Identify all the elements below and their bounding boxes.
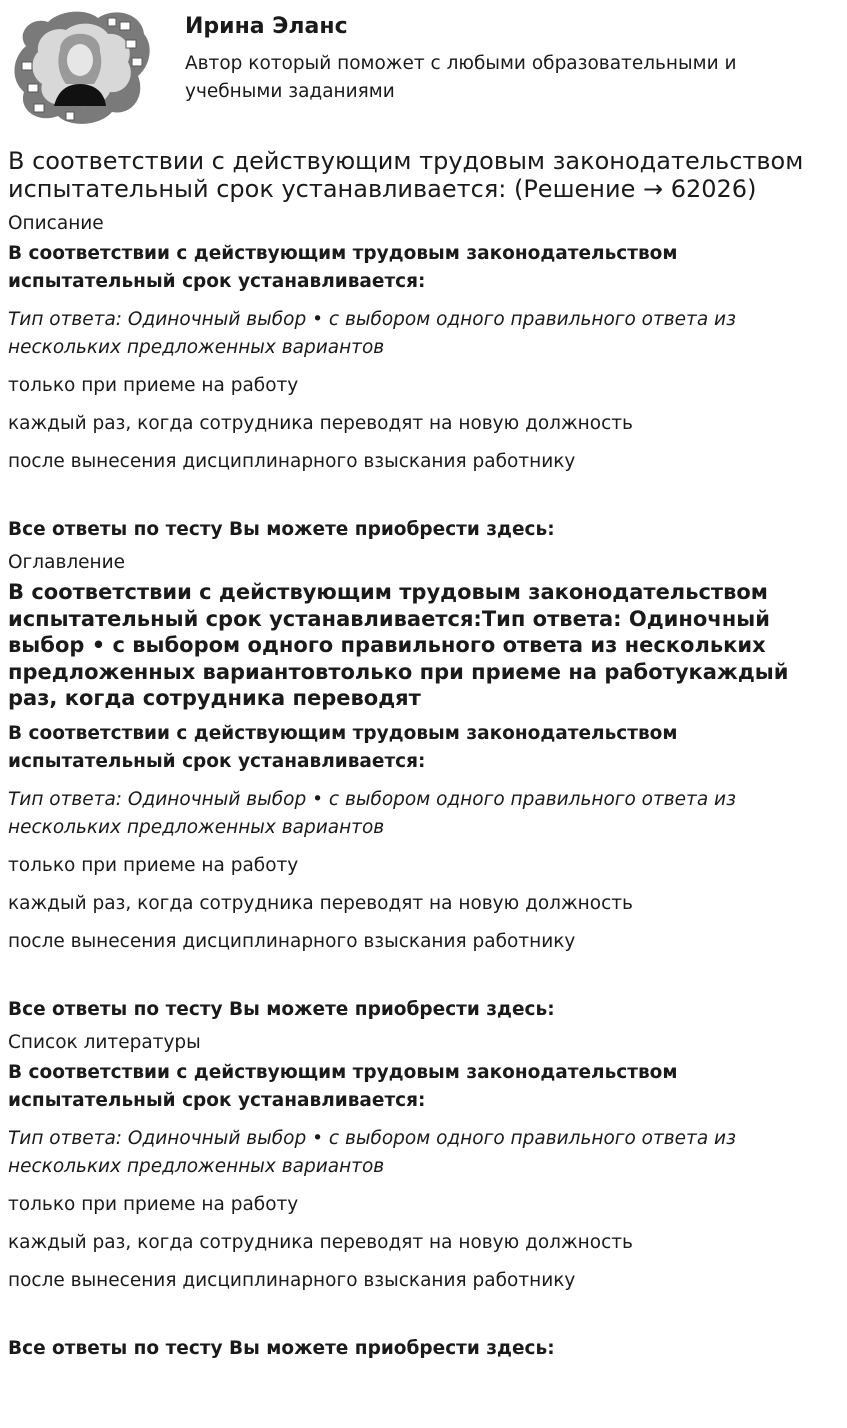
- buy-answers-text: Все ответы по тесту Вы можете приобрести здесь:: [8, 998, 555, 1020]
- answer-option: только при приеме на работу: [8, 375, 299, 396]
- answer-option: каждый раз, когда сотрудника переводят на новую должность: [8, 892, 633, 914]
- answer-option: только при приеме на работу: [8, 854, 299, 876]
- answer-option: каждый раз, когда сотрудника переводят на новую должность: [8, 413, 633, 434]
- buy-answers-text: Все ответы по тесту Вы можете приобрести здесь:: [8, 519, 555, 540]
- section-label: Описание: [8, 213, 104, 234]
- section-label: Оглавление: [8, 552, 126, 573]
- avatar-film-frame-icon: [8, 6, 150, 128]
- toc-heading: В соответствии с действующим трудовым законодательством испытательный срок устанавливается:Тип ответа: Одиночный выбор • с выбором одного правильного ответа из нескольких предложенных вариантовтолько при приеме на работукаждый раз, когда сотрудника переводят: [8, 580, 789, 710]
- answer-option: после вынесения дисциплинарного взыскания работнику: [8, 930, 576, 952]
- question-text: В соответствии с действующим трудовым законодательством испытательный срок устанавливается:: [8, 722, 678, 772]
- answer-option: каждый раз, когда сотрудника переводят на новую должность: [8, 1231, 633, 1253]
- buy-answers-text: Все ответы по тесту Вы можете приобрести здесь:: [8, 1337, 555, 1359]
- page-title: В соответствии с действующим трудовым законодательством испытательный срок устанавливается: (Решение → 62026): [8, 147, 804, 203]
- answer-option: после вынесения дисциплинарного взыскания работнику: [8, 451, 576, 472]
- section-label: Список литературы: [8, 1031, 201, 1053]
- answer-option: только при приеме на работу: [8, 1193, 299, 1215]
- section-toc: [8, 552, 839, 1024]
- main-content: [8, 147, 839, 1371]
- author-description: Автор который поможет с любыми образовательными и учебными заданиями: [185, 53, 737, 102]
- section-references: [8, 1032, 839, 1363]
- answer-type: Тип ответа: Одиночный выбор • с выбором одного правильного ответа из нескольких предложенных вариантов: [8, 788, 736, 838]
- question-text: В соответствии с действующим трудовым законодательством испытательный срок устанавливается:: [8, 1061, 678, 1111]
- answer-option: после вынесения дисциплинарного взыскания работнику: [8, 1269, 576, 1291]
- author-header: [8, 6, 839, 128]
- section-description: [8, 213, 839, 544]
- avatar[interactable]: [8, 6, 150, 128]
- answer-type: Тип ответа: Одиночный выбор • с выбором одного правильного ответа из нескольких предложенных вариантов: [8, 309, 736, 358]
- question-text: В соответствии с действующим трудовым законодательством испытательный срок устанавливается:: [8, 243, 678, 292]
- answer-type: Тип ответа: Одиночный выбор • с выбором одного правильного ответа из нескольких предложенных вариантов: [8, 1127, 736, 1177]
- author-name: Ирина Эланс: [185, 14, 348, 39]
